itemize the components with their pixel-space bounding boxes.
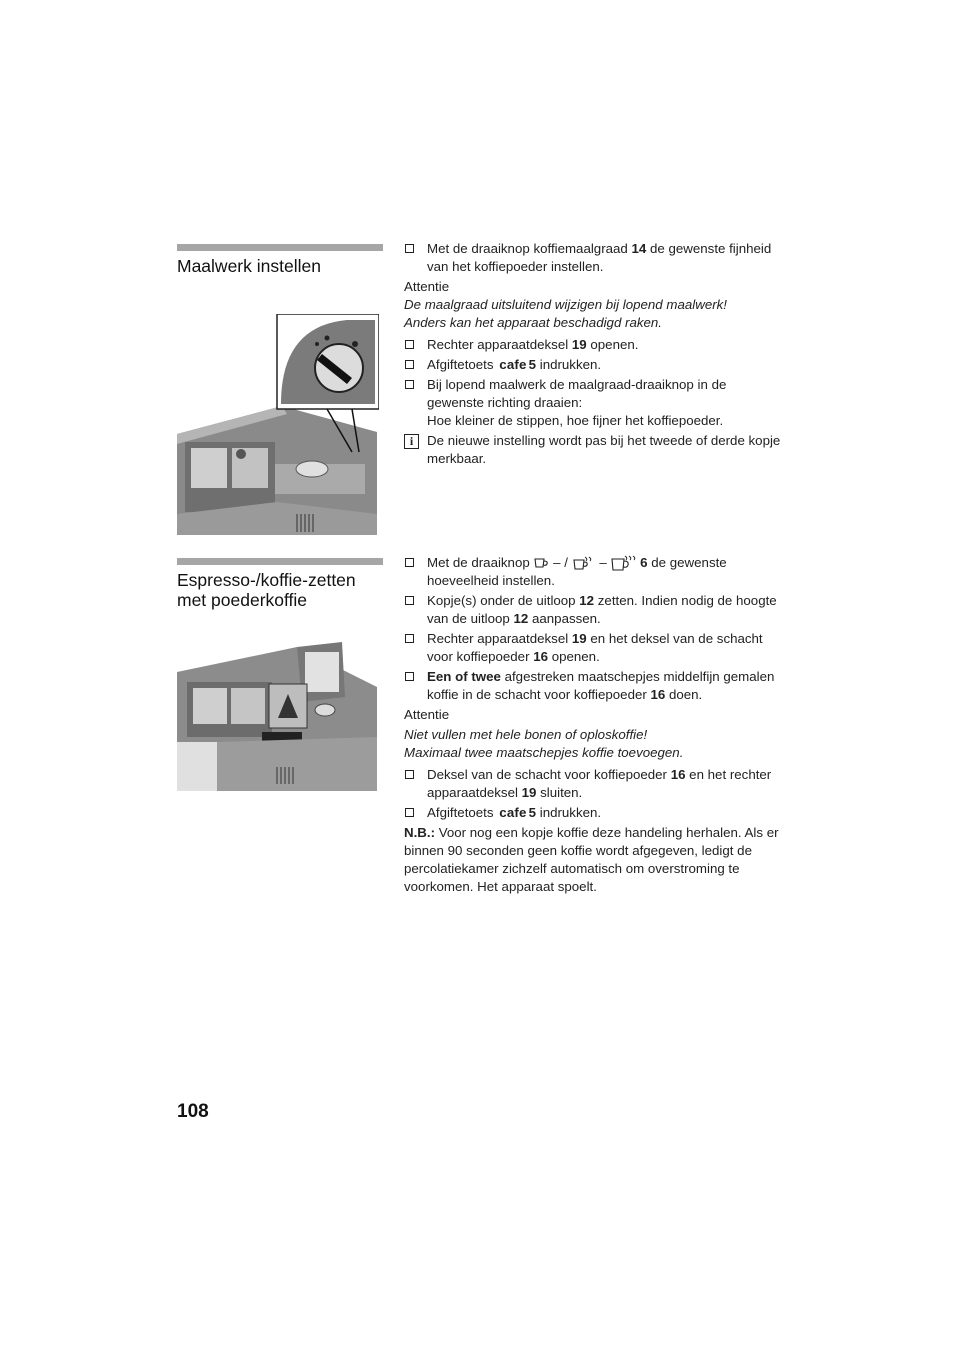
cafe-key-label: cafe — [499, 805, 527, 820]
list-item — [404, 668, 784, 704]
item-text: de gewenste fijnheid van het koffiepoeder instellen. — [427, 241, 772, 274]
item-text: afgestreken maatschepjes middelfijn gemalen koffie in de schacht voor koffiepoeder — [427, 669, 775, 702]
item-text: zetten. Indien nodig de hoogte van de uitloop — [427, 593, 777, 626]
info-text: De nieuwe instelling wordt pas bij het tweede of derde kopje merkbaar. — [427, 433, 781, 466]
item-text: de gewenste hoeveelheid instellen. — [427, 555, 727, 588]
bullet-square-icon — [405, 340, 414, 349]
nb-label: N.B.: — [404, 825, 436, 840]
section1-content — [404, 240, 784, 470]
medium-cup-icon — [572, 556, 596, 570]
bullet-square-icon — [405, 596, 414, 605]
nb-note — [404, 824, 784, 896]
attention-label: Attentie — [404, 707, 450, 722]
section-title-line: Espresso-/koffie-zetten — [177, 570, 356, 590]
item-number: 19 — [521, 785, 537, 800]
attention-line: Maximaal twee maatschepjes koffie toevoegen. — [404, 745, 684, 760]
list-item — [404, 766, 784, 802]
item-number: 14 — [631, 241, 647, 256]
item-number: 16 — [533, 649, 548, 664]
info-icon: i — [404, 434, 419, 449]
item-text: Met de draaiknop koffiemaalgraad — [427, 241, 632, 256]
large-cup-icon — [610, 555, 636, 571]
bullet-square-icon — [405, 634, 414, 643]
info-note — [404, 432, 784, 468]
bullet-square-icon — [405, 770, 414, 779]
item-text: – / — [553, 555, 568, 570]
section-divider-bar — [177, 558, 383, 565]
list-item — [404, 356, 784, 374]
item-text: Rechter apparaatdeksel — [427, 631, 572, 646]
item-number: 16 — [650, 687, 666, 702]
item-text: openen. — [548, 649, 600, 664]
nb-text: Voor nog een kopje koffie deze handeling herhalen. Als er binnen 90 seconden geen koffie wordt afgegeven, ledigt de percolatiekamer zichzelf automatisch om overstroming te voorkomen. Het apparaat spoelt. — [404, 825, 779, 894]
item-number: 12 — [579, 593, 595, 608]
item-text: openen. — [586, 337, 639, 352]
item-text: Deksel van de schacht voor koffiepoeder — [427, 767, 671, 782]
item-text: Met de draaiknop — [427, 555, 530, 570]
list-item — [404, 376, 784, 430]
page-number: 108 — [177, 1101, 209, 1122]
item-number: 12 — [513, 611, 529, 626]
cafe-key-label: cafe — [499, 357, 527, 372]
section-title-line: met poederkoffie — [177, 590, 308, 610]
item-number: 5 — [528, 805, 537, 820]
item-text: en het deksel van de schacht voor koffiepoeder — [427, 631, 763, 664]
powder-shaft-drawing — [177, 642, 379, 791]
list-item — [404, 554, 784, 590]
single-cup-icon — [533, 557, 549, 569]
item-number: 19 — [571, 631, 587, 646]
item-text: en het rechter apparaatdeksel — [427, 767, 772, 800]
item-text: aanpassen. — [528, 611, 601, 626]
item-text: Kopje(s) onder de uitloop — [427, 593, 580, 608]
bullet-square-icon — [405, 360, 414, 369]
bullet-square-icon — [405, 808, 414, 817]
grinder-illustration — [177, 314, 379, 535]
powder-shaft-illustration — [177, 642, 379, 791]
item-text: – — [599, 555, 607, 570]
item-text: indrukken. — [536, 805, 602, 820]
list-item — [404, 592, 784, 628]
bullet-square-icon — [405, 558, 414, 567]
list-item — [404, 630, 784, 666]
item-number: 19 — [571, 337, 587, 352]
item-text: Bij lopend maalwerk de maalgraad-draaiknop in de gewenste richting draaien: — [427, 377, 727, 410]
bullet-square-icon — [405, 380, 414, 389]
item-text: indrukken. — [536, 357, 602, 372]
grinder-drawing — [177, 314, 379, 535]
section-title-espresso — [177, 570, 356, 610]
item-number: 16 — [670, 767, 686, 782]
attention-line: Niet vullen met hele bonen of oploskoffie! — [404, 727, 648, 742]
section-title-maalwerk: Maalwerk instellen — [177, 256, 321, 276]
list-item — [404, 804, 784, 822]
item-text: doen. — [665, 687, 703, 702]
attention-label: Attentie — [404, 279, 450, 294]
item-text: sluiten. — [536, 785, 583, 800]
attention-line: Anders kan het apparaat beschadigd raken. — [404, 315, 662, 330]
item-number: 6 — [640, 555, 648, 570]
bullet-square-icon — [405, 672, 414, 681]
attention-line: De maalgraad uitsluitend wijzigen bij lopend maalwerk! — [404, 297, 727, 312]
list-item — [404, 240, 784, 276]
item-number: 5 — [528, 357, 537, 372]
item-text: Afgiftetoets — [427, 357, 498, 372]
item-text: Rechter apparaatdeksel — [427, 337, 572, 352]
section-divider-bar — [177, 244, 383, 251]
bullet-square-icon — [405, 244, 414, 253]
item-text: Afgiftetoets — [427, 805, 498, 820]
list-item — [404, 336, 784, 354]
section2-content — [404, 554, 784, 898]
item-emphasis: Een of twee — [427, 669, 501, 684]
item-text: Hoe kleiner de stippen, hoe fijner het koffiepoeder. — [427, 413, 724, 428]
